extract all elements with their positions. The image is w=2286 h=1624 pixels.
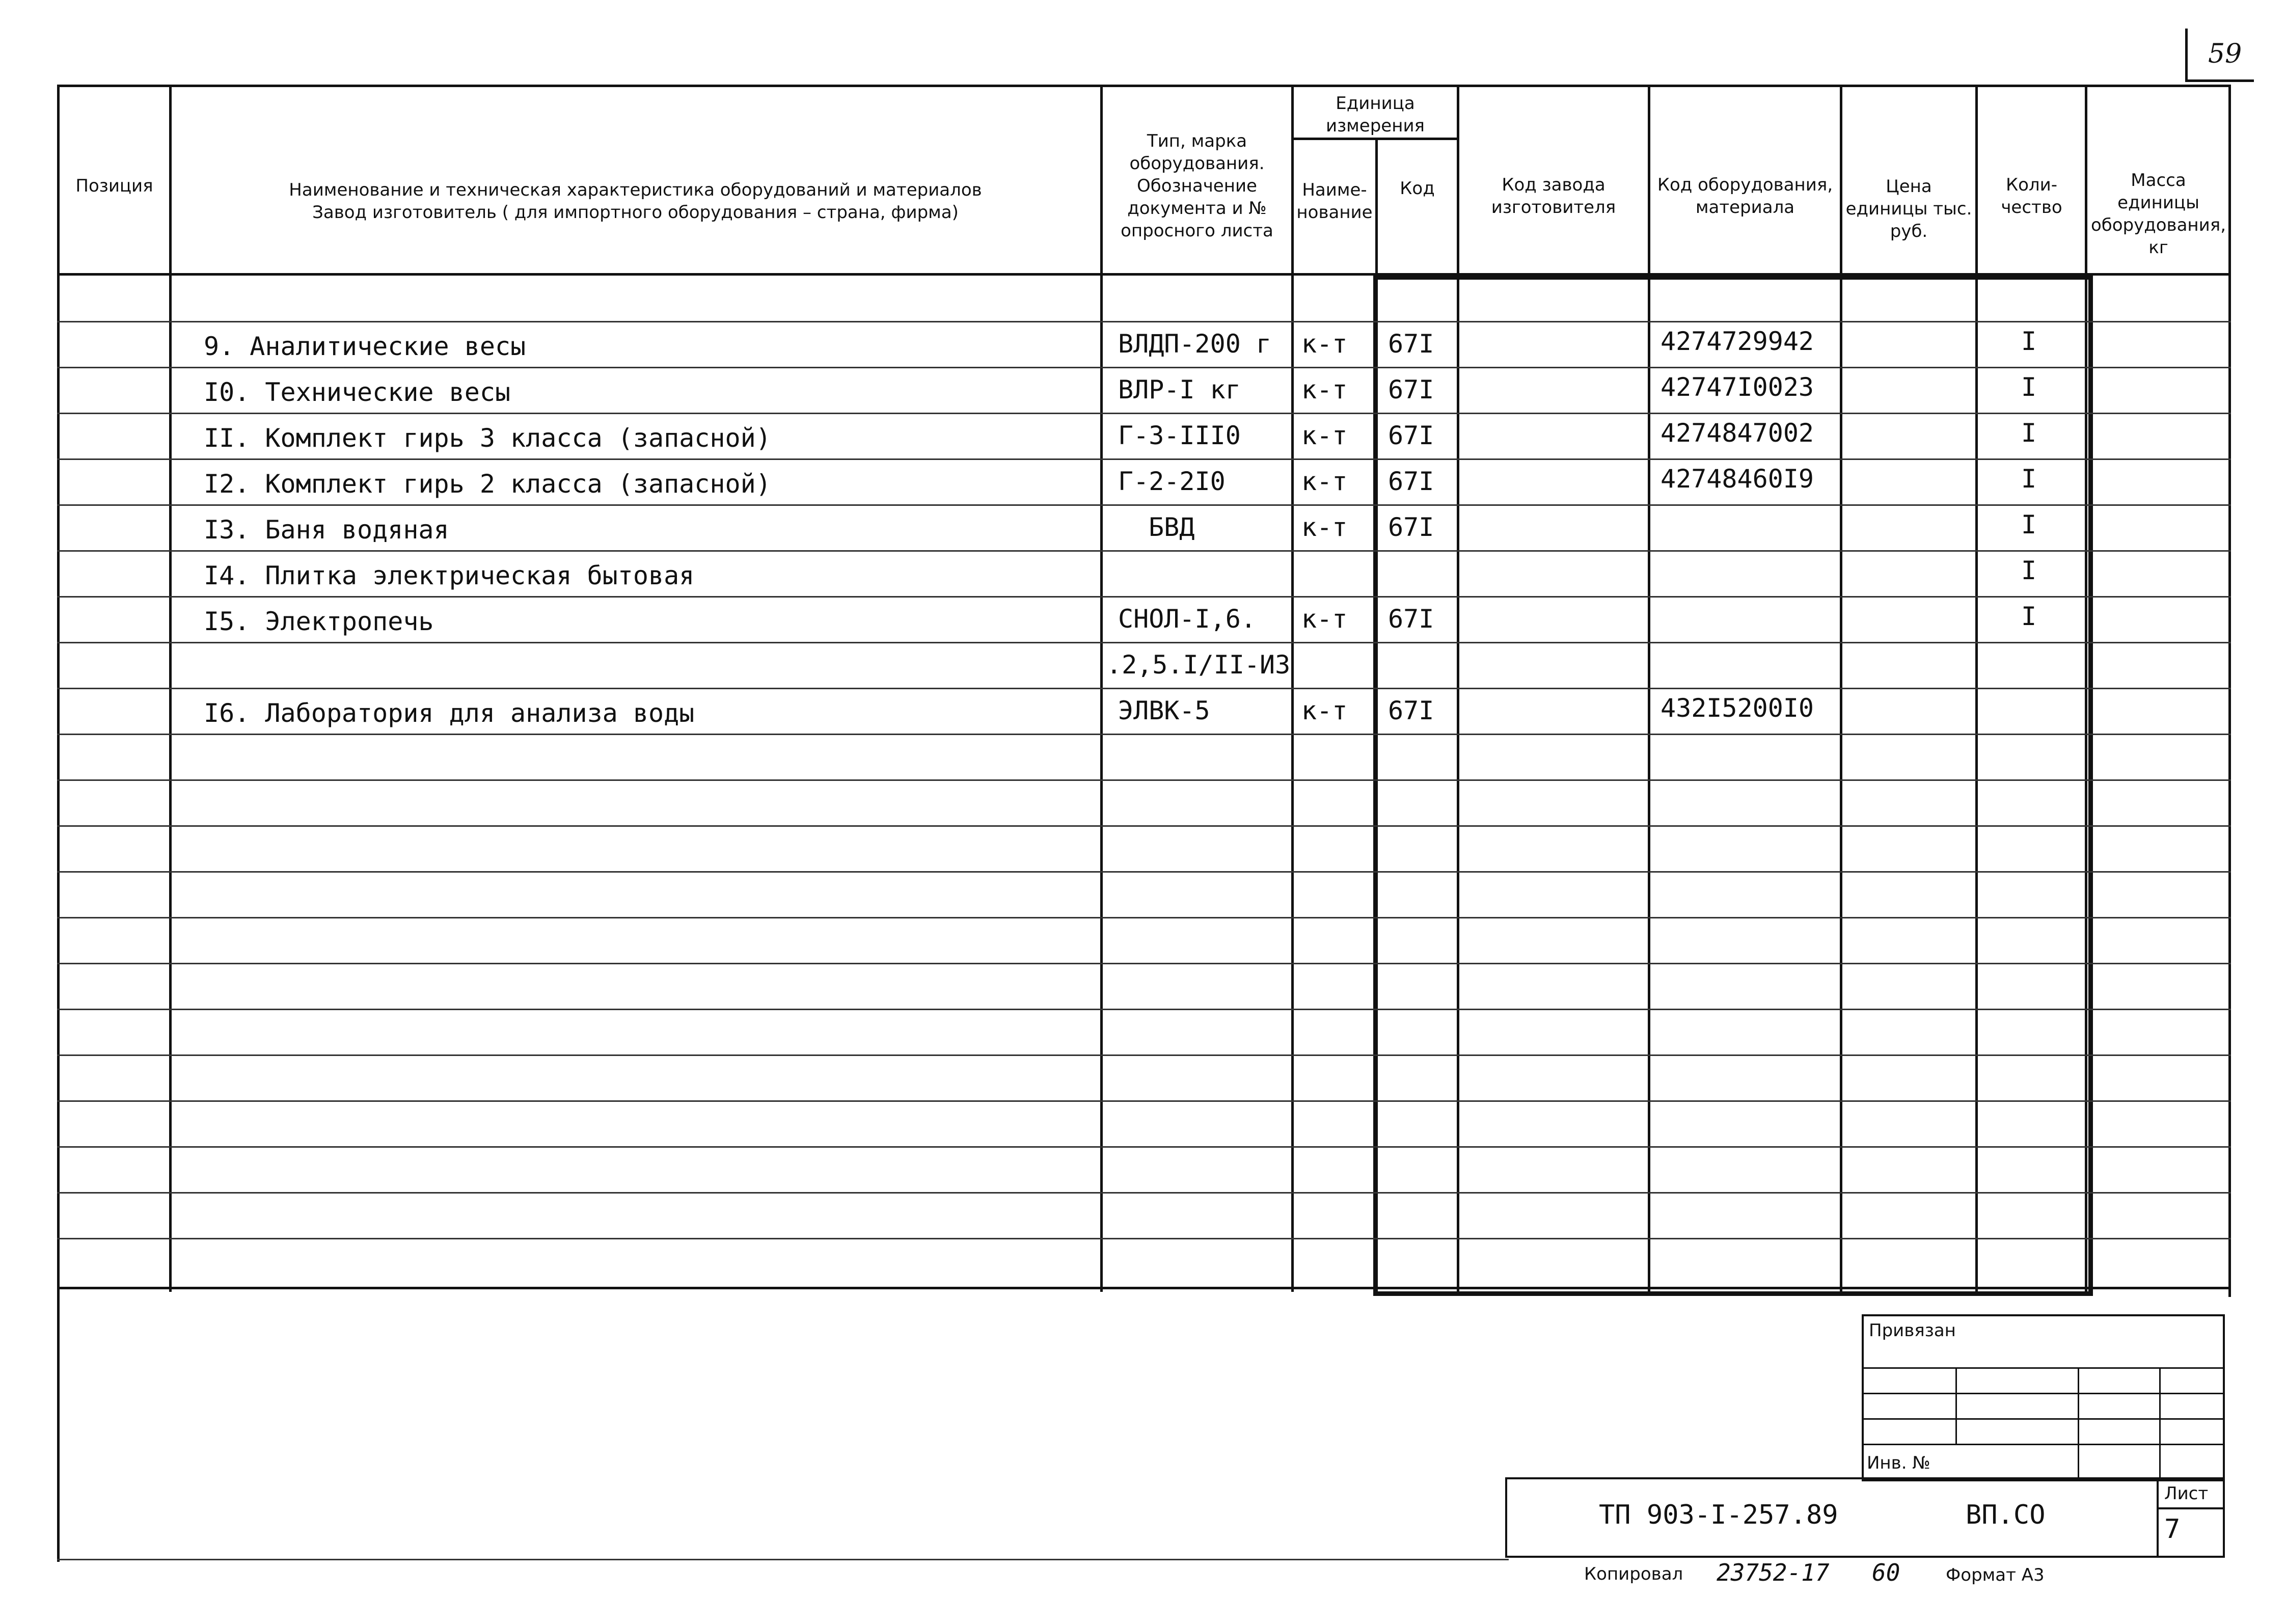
row-line <box>57 871 2231 873</box>
row-unit: к-т <box>1301 512 1348 542</box>
unit-group-divider <box>1291 138 1459 140</box>
header-position: Позиция <box>75 176 153 196</box>
row-quantity: I <box>2021 510 2037 539</box>
stamp-line <box>1864 1393 2223 1394</box>
row-name: I5. Электропечь <box>204 607 434 636</box>
row-name: I6. Лаборатория для анализа воды <box>204 698 695 728</box>
row-type: СНОЛ-I,6. <box>1118 604 1256 634</box>
row-name: I2. Комплект гирь 2 класса (запасной) <box>204 469 771 499</box>
row-type: ЭЛВК-5 <box>1118 696 1210 725</box>
row-quantity: I <box>2021 327 2037 356</box>
row-type: Г-2-2I0 <box>1118 467 1226 496</box>
frame-left-border <box>57 85 60 1562</box>
header-mass: Масса единицы оборудования, кг <box>2090 170 2226 258</box>
row-code: 67I <box>1388 467 1434 496</box>
row-unit: к-т <box>1301 696 1348 725</box>
row-name: II. Комплект гирь 3 класса (запасной) <box>204 423 771 453</box>
stamp-line <box>2159 1367 2161 1479</box>
row-unit: к-т <box>1301 467 1348 496</box>
row-unit: к-т <box>1301 604 1348 634</box>
row-line <box>57 779 2231 781</box>
row-type: ВЛДП-200 г <box>1118 329 1272 359</box>
copied-label: Копировал <box>1584 1564 1683 1584</box>
stamp-line <box>2157 1479 2159 1556</box>
header-type: Тип, марка оборудования. Обозначение документа и № опросного листа <box>1121 131 1273 241</box>
row-quantity: I <box>2021 556 2037 585</box>
stamp-line <box>1864 1444 2223 1445</box>
header-equipment-code: Код оборудования, материала <box>1657 175 1833 218</box>
table-bottom-border <box>57 1287 2231 1289</box>
row-quantity: I <box>2021 602 2037 631</box>
row-name: 9. Аналитические весы <box>204 332 526 361</box>
row-line <box>57 642 2231 643</box>
inv-no-label: Инв. № <box>1867 1453 1930 1473</box>
row-equipment-code: 4274729942 <box>1661 327 1814 356</box>
row-name: I3. Баня водяная <box>204 515 449 545</box>
header-quantity: Коли-чество <box>2001 175 2062 218</box>
row-name: I4. Плитка электрическая бытовая <box>204 561 695 590</box>
row-line <box>57 1100 2231 1102</box>
row-line <box>57 367 2231 368</box>
row-line <box>57 321 2231 322</box>
row-unit: к-т <box>1301 375 1348 404</box>
row-code: 67I <box>1388 329 1434 359</box>
attached-stamp <box>1862 1314 2225 1481</box>
header-name: Наименование и техническая характеристика оборудований и материалов Завод изготовитель ( для импортного оборудования – страна, фирма) <box>289 180 982 223</box>
row-line <box>57 963 2231 964</box>
stamp-line <box>2078 1367 2079 1479</box>
attached-label: Привязан <box>1869 1320 1956 1341</box>
sheet-corner-box <box>2185 29 2254 82</box>
row-code: 67I <box>1388 696 1434 725</box>
copy-number: 23752-17 <box>1717 1559 1830 1586</box>
row-line <box>57 596 2231 598</box>
row-type: БВД <box>1149 512 1195 542</box>
table-top-border <box>57 85 2231 87</box>
row-type: ВЛР-I кг <box>1118 375 1241 404</box>
row-line <box>57 825 2231 827</box>
row-line <box>57 458 2231 460</box>
row-name: I0. Технические весы <box>204 377 511 407</box>
sheet-label: Лист <box>2164 1483 2209 1504</box>
row-line <box>57 1192 2231 1194</box>
row-type: Г-3-III0 <box>1118 421 1241 450</box>
row-line <box>57 1009 2231 1010</box>
row-equipment-code: 42747I0023 <box>1661 372 1814 402</box>
header-price: Цена единицы тыс. руб. <box>1845 176 1972 241</box>
sheet-number: 7 <box>2164 1514 2181 1545</box>
row-line <box>57 550 2231 552</box>
row-line <box>57 504 2231 506</box>
row-line <box>57 413 2231 414</box>
header-unit-group: Единица измерения <box>1325 93 1425 136</box>
row-line <box>57 1146 2231 1148</box>
row-unit: к-т <box>1301 329 1348 359</box>
copy-page: 60 <box>1872 1559 1900 1586</box>
stamp-line <box>1864 1367 2223 1369</box>
row-unit: к-т <box>1301 421 1348 450</box>
format-label: Формат А3 <box>1946 1565 2045 1585</box>
row-equipment-code: 42748460I9 <box>1661 464 1814 494</box>
stamp-line <box>1864 1418 2223 1420</box>
header-unit-code: Код <box>1400 178 1435 199</box>
row-line <box>57 734 2231 735</box>
row-line <box>57 1238 2231 1239</box>
row-quantity: I <box>2021 464 2037 494</box>
row-line <box>57 917 2231 918</box>
row-code: 67I <box>1388 421 1434 450</box>
row-code: 67I <box>1388 375 1434 404</box>
title-block <box>1505 1477 2225 1558</box>
section-code: ВП.СО <box>1966 1500 2046 1530</box>
header-unit-name: Наиме-нование <box>1296 180 1373 223</box>
stamp-line <box>2157 1507 2223 1509</box>
row-quantity: I <box>2021 372 2037 402</box>
row-quantity: I <box>2021 418 2037 448</box>
row-line <box>57 688 2231 689</box>
row-code: 67I <box>1388 512 1434 542</box>
frame-right-border <box>2228 85 2231 1297</box>
frame-bottom-border <box>57 1559 1509 1560</box>
sheet-corner-number: 59 <box>2208 39 2242 69</box>
row-code: 67I <box>1388 604 1434 634</box>
row-equipment-code: 432I5200I0 <box>1661 693 1814 723</box>
header-factory-code: Код завода изготовителя <box>1491 175 1616 218</box>
row-type: .2,5.I/II-ИЗ <box>1106 650 1291 680</box>
doc-code: ТП 903-I-257.89 <box>1599 1500 1838 1530</box>
row-line <box>57 1054 2231 1056</box>
row-equipment-code: 4274847002 <box>1661 418 1814 448</box>
stamp-line <box>1955 1367 1957 1444</box>
